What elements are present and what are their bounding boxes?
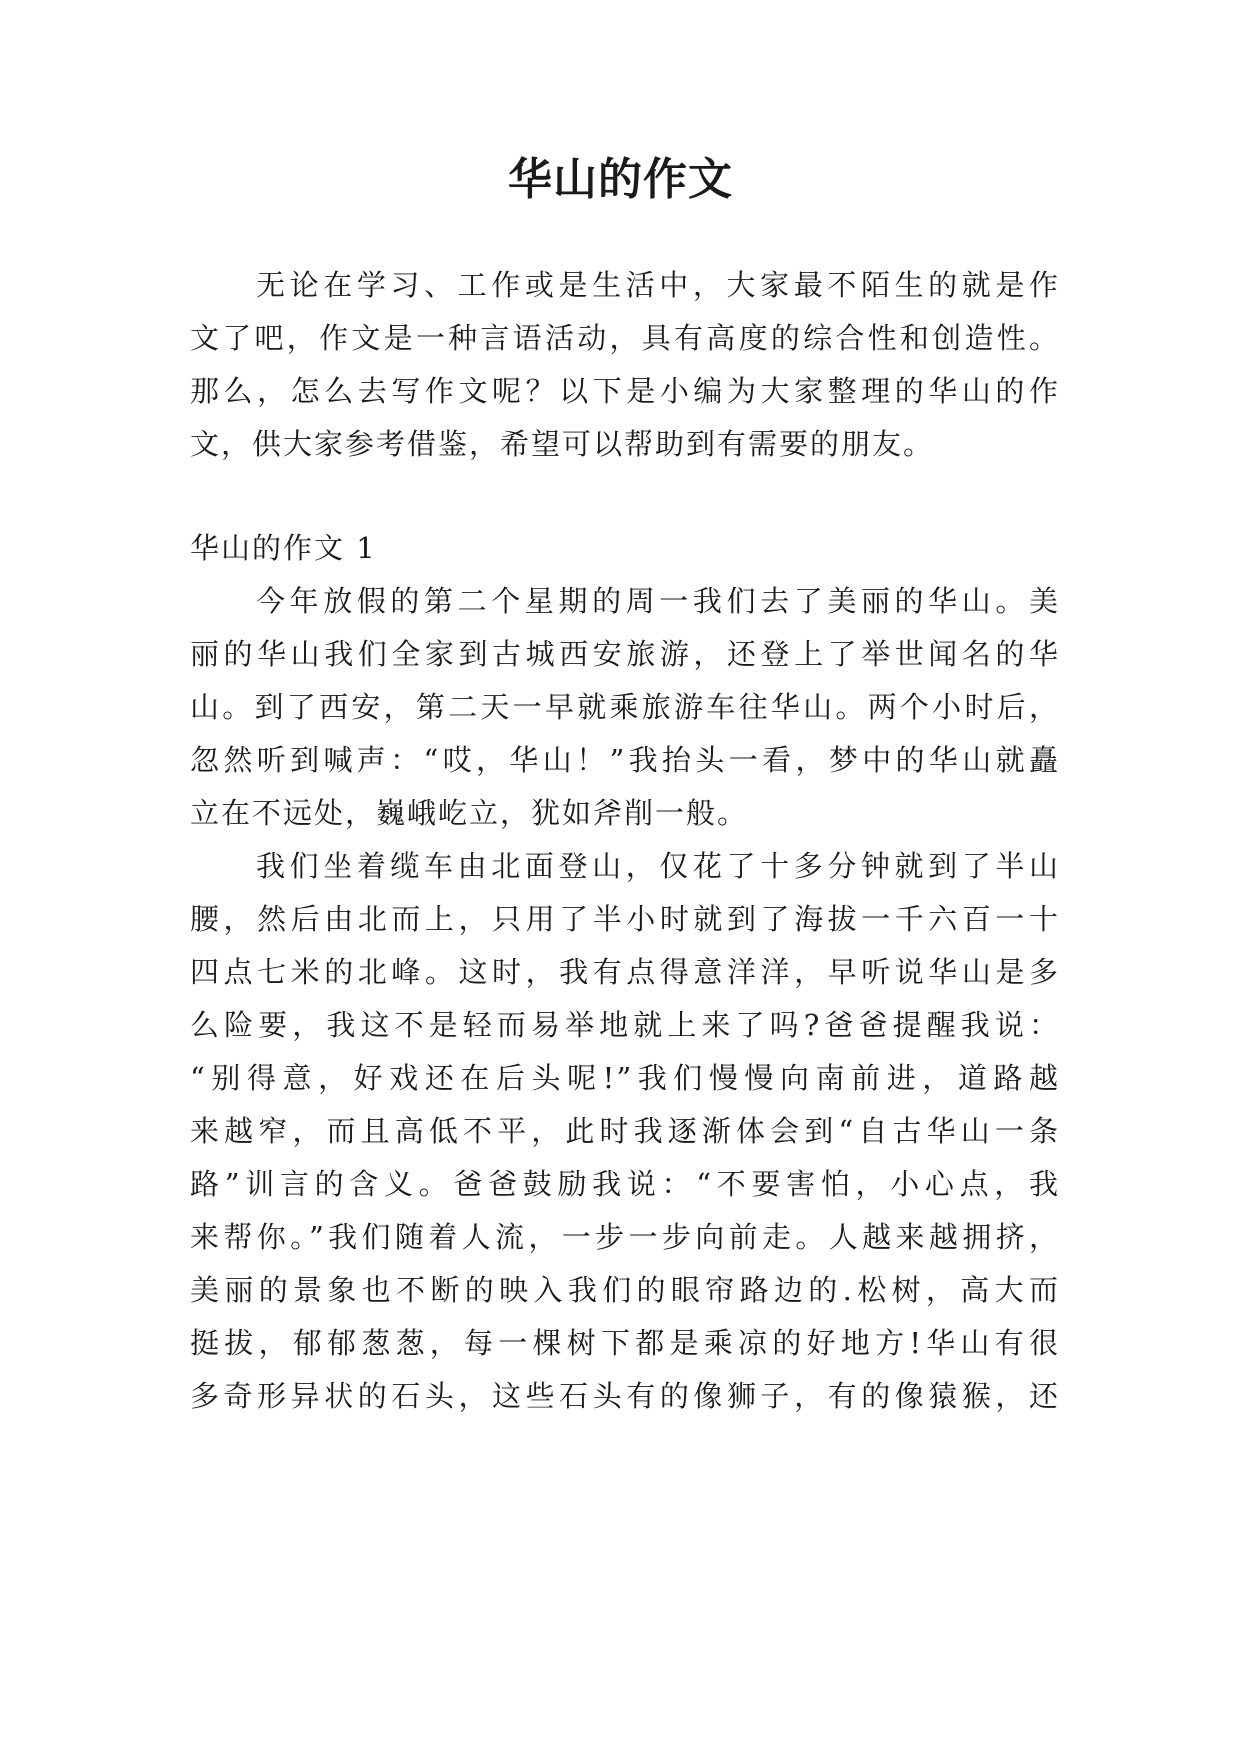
paragraph-line: 美丽的景象也不断的映入我们的眼帘路边的.松树，高大而 <box>190 1273 1060 1307</box>
paragraph-line: 四点七米的北峰。这时，我有点得意洋洋，早听说华山是多 <box>190 955 1060 989</box>
intro-line: 那么，怎么去写作文呢？以下是小编为大家整理的华山的作 <box>190 374 1060 408</box>
paragraph-line: 来帮你。”我们随着人流，一步一步向前走。人越来越拥挤， <box>190 1220 1060 1254</box>
intro-line: 文了吧，作文是一种言语活动，具有高度的综合性和创造性。 <box>190 321 1060 355</box>
paragraph-line: 丽的华山我们全家到古城西安旅游，还登上了举世闻名的华 <box>190 637 1060 671</box>
paragraph-line: 今年放假的第二个星期的周一我们去了美丽的华山。美 <box>256 584 1060 618</box>
paragraph-line: 立在不远处，巍峨屹立，犹如斧削一般。 <box>190 796 749 830</box>
intro-line: 文，供大家参考借鉴，希望可以帮助到有需要的朋友。 <box>190 427 935 461</box>
paragraph-line: 么险要，我这不是轻而易举地就上来了吗?爸爸提醒我说： <box>190 1008 1060 1042</box>
page-title: 华山的作文 <box>508 154 733 205</box>
paragraph-line: 来越窄，而且高低不平，此时我逐渐体会到“自古华山一条 <box>190 1114 1060 1148</box>
paragraph-line: 山。到了西安，第二天一早就乘旅游车往华山。两个小时后， <box>190 690 1060 724</box>
intro-line: 无论在学习、工作或是生活中，大家最不陌生的就是作 <box>256 268 1060 302</box>
section-heading: 华山的作文 1 <box>190 531 377 565</box>
paragraph-line: 多奇形异状的石头，这些石头有的像狮子，有的像猿猴，还 <box>190 1379 1060 1413</box>
paragraph-line: 忽然听到喊声：“哎，华山！”我抬头一看，梦中的华山就矗 <box>190 743 1060 777</box>
paragraph-line: 挺拔，郁郁葱葱，每一棵树下都是乘凉的好地方!华山有很 <box>190 1326 1060 1360</box>
paragraph-line: “别得意，好戏还在后头呢!”我们慢慢向南前进，道路越 <box>190 1061 1060 1095</box>
paragraph-line: 腰，然后由北而上，只用了半小时就到了海拔一千六百一十 <box>190 902 1060 936</box>
paragraph-line: 路”训言的含义。爸爸鼓励我说：“不要害怕，小心点，我 <box>190 1167 1060 1201</box>
paragraph-line: 我们坐着缆车由北面登山，仅花了十多分钟就到了半山 <box>256 849 1060 883</box>
